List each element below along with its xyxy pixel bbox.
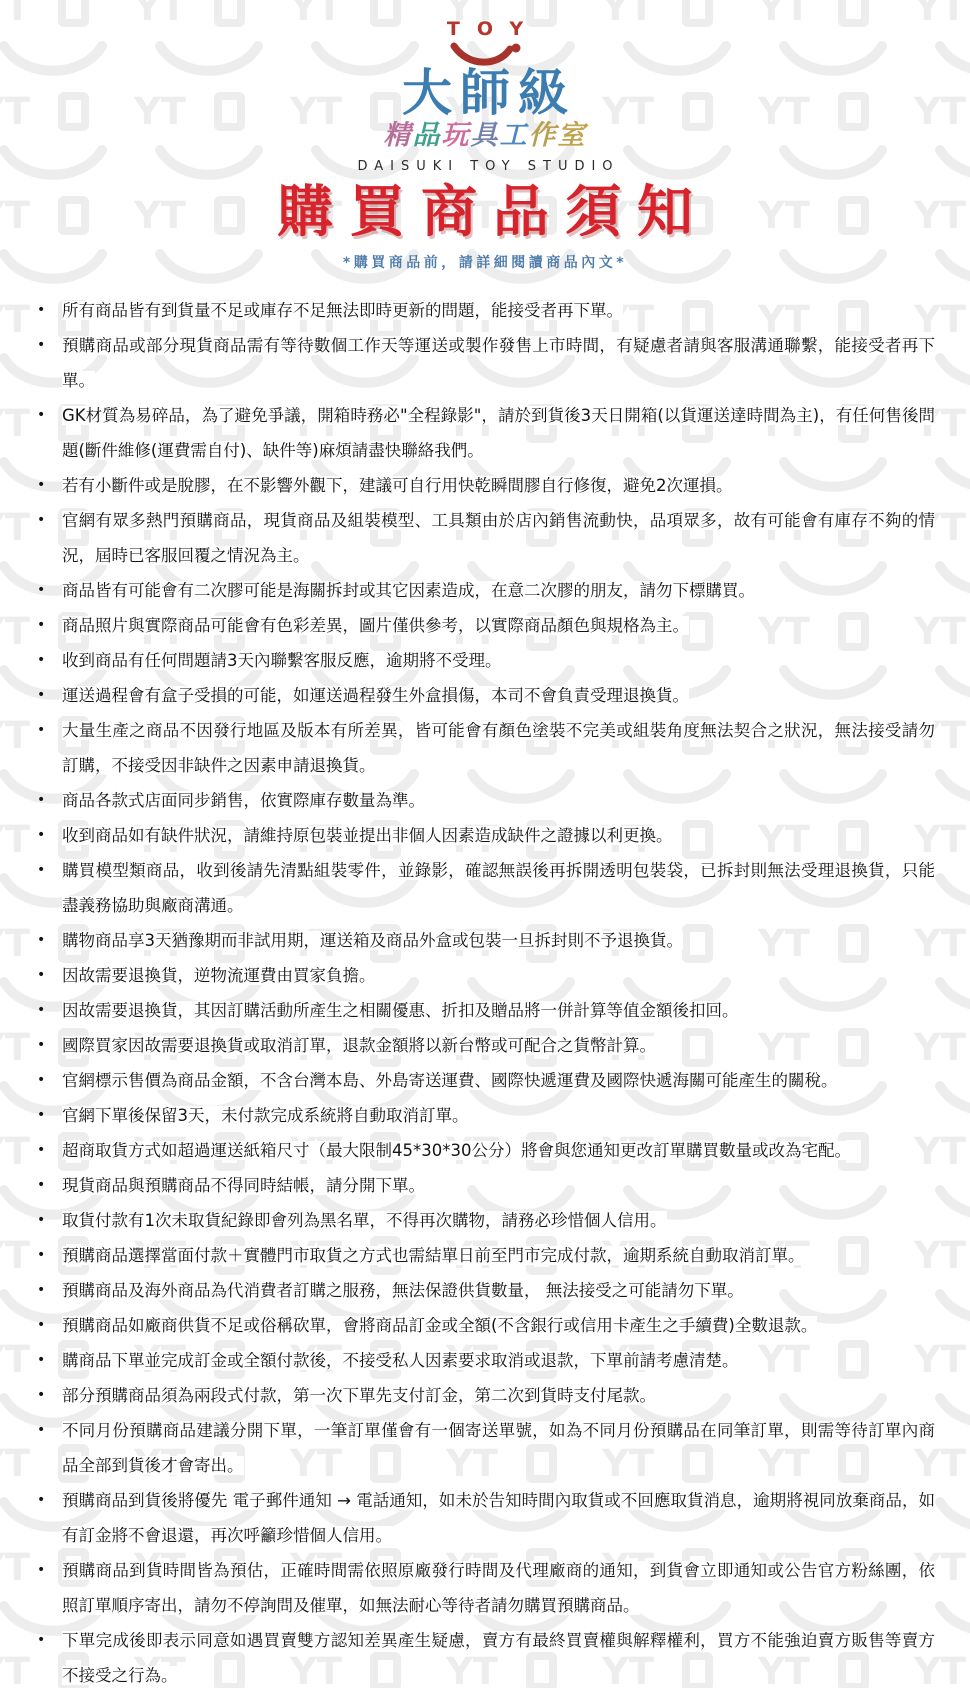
- notice-item: [33, 1028, 935, 1063]
- notice-item-text: 取貨付款有1次未取貨紀錄即會列為黑名單，不得再次購物，請務必珍惜個人信用。: [62, 1211, 667, 1230]
- bullet-dot-icon: •: [37, 652, 46, 668]
- notice-item-text: 超商取貨方式如超過運送紙箱尺寸（最大限制45*30*30公分）將會與您通知更改訂單購買數量或改為宅配。: [62, 1141, 851, 1160]
- bullet-dot-icon: •: [37, 1492, 46, 1508]
- notice-item-text: 現貨商品與預購商品不得同時結帳，請分開下單。: [62, 1176, 425, 1195]
- notice-item-text: 運送過程會有盒子受損的可能，如運送過程發生外盒損傷，本司不會負責受理退換貨。: [62, 686, 689, 705]
- notice-item-text: 所有商品皆有到貨量不足或庫存不足無法即時更新的問題，能接受者再下單。: [62, 301, 623, 320]
- brand-logo: [0, 0, 970, 174]
- notice-item-text: 因故需要退換貨，逆物流運費由買家負擔。: [62, 966, 376, 985]
- bullet-dot-icon: •: [37, 582, 46, 598]
- notice-item-text: 收到商品如有缺件狀況，請維持原包裝並提出非個人因素造成缺件之證據以利更換。: [62, 826, 673, 845]
- notice-item: [33, 853, 935, 923]
- notice-item-text: GK材質為易碎品，為了避免爭議，開箱時務必"全程錄影"，請於到貨後3天日開箱(以貨運送達時間為主)，有任何售後問題(斷件維修(運費需自付)、缺件等)麻煩請盡快聯絡我們。: [62, 406, 935, 460]
- notice-item: [33, 1273, 935, 1308]
- notice-item: [33, 398, 935, 468]
- notice-item-text: 商品各款式店面同步銷售，依實際庫存數量為準。: [62, 791, 425, 810]
- notice-item-text: 若有小斷件或是脫膠，在不影響外觀下，建議可自行用快乾瞬間膠自行修復，避免2次運損。: [62, 476, 733, 495]
- bullet-dot-icon: •: [37, 1387, 46, 1403]
- page-title: 購買商品須知: [277, 180, 709, 245]
- bullet-dot-icon: •: [37, 302, 46, 318]
- notice-item: [33, 678, 935, 713]
- bullet-dot-icon: •: [37, 1352, 46, 1368]
- notice-item: [33, 783, 935, 818]
- notice-item: [33, 1238, 935, 1273]
- studio-char: 精: [383, 120, 413, 151]
- bullet-dot-icon: •: [37, 1002, 46, 1018]
- notice-item: [33, 1308, 935, 1343]
- notice-item: [33, 1378, 935, 1413]
- notice-item: [33, 1098, 935, 1133]
- notice-item: [33, 468, 935, 503]
- bullet-dot-icon: •: [37, 722, 46, 738]
- notice-list: [33, 293, 935, 1693]
- notice-item: [33, 958, 935, 993]
- page-subtitle: *購買商品前，請詳細閱讀商品內文*: [342, 255, 628, 271]
- notice-item: [33, 1133, 935, 1168]
- notice-item: [33, 923, 935, 958]
- bullet-dot-icon: •: [37, 1562, 46, 1578]
- notice-item-text: 大量生產之商品不因發行地區及版本有所差異，皆可能會有顏色塗裝不完美或組裝角度無法契合之狀況，無法接受請勿訂購，不接受因非缺件之因素申請退換貨。: [62, 721, 935, 775]
- notice-item-text: 預購商品及海外商品為代消費者訂購之服務，無法保證供貨數量， 無法接受之可能請勿下單。: [62, 1281, 744, 1300]
- bullet-dot-icon: •: [37, 1282, 46, 1298]
- notice-item-text: 預購商品到貨時間皆為預估，正確時間需依照原廠發行時間及代理廠商的通知，到貨會立即通知或公告官方粉絲團，依照訂單順序寄出，請勿不停詢問及催單，如無法耐心等待者請勿購買預購商品。: [62, 1561, 935, 1615]
- notice-item-text: 購商品下單並完成訂金或全額付款後，不接受私人因素要求取消或退款，下單前請考慮清楚。: [62, 1351, 739, 1370]
- notice-item-text: 購物商品享3天猶豫期而非試用期，運送箱及商品外盒或包裝一旦拆封則不予退換貨。: [62, 931, 683, 950]
- notice-item-text: 預購商品選擇當面付款＋實體門市取貨之方式也需結單日前至門市完成付款，逾期系統自動取消訂單。: [62, 1246, 805, 1265]
- notice-item: [33, 1203, 935, 1238]
- notice-item: [33, 713, 935, 783]
- notice-item-text: 官網有眾多熱門預購商品，現貨商品及組裝模型、工具類由於店內銷售流動快，品項眾多，故有可能會有庫存不夠的情況，屆時已客服回覆之情況為主。: [62, 511, 935, 565]
- bullet-dot-icon: •: [37, 1177, 46, 1193]
- bullet-dot-icon: •: [37, 1107, 46, 1123]
- notice-item: [33, 328, 935, 398]
- bullet-dot-icon: •: [37, 1422, 46, 1438]
- bullet-dot-icon: •: [37, 1142, 46, 1158]
- notice-item-text: 購買模型類商品，收到後請先清點組裝零件，並錄影，確認無誤後再拆開透明包裝袋，已拆封則無法受理退換貨，只能盡義務協助與廠商溝通。: [62, 861, 935, 915]
- studio-char: 具: [470, 120, 500, 151]
- bullet-dot-icon: •: [37, 512, 46, 528]
- bullet-dot-icon: •: [37, 827, 46, 843]
- notice-item: [33, 1553, 935, 1623]
- studio-char: 品: [412, 120, 442, 151]
- studio-char: 作: [528, 120, 558, 151]
- bullet-dot-icon: •: [37, 617, 46, 633]
- bullet-dot-icon: •: [37, 967, 46, 983]
- brand-name-zh: 大師級: [402, 64, 576, 122]
- bullet-dot-icon: •: [37, 337, 46, 353]
- notice-item: [33, 1343, 935, 1378]
- bullet-dot-icon: •: [37, 1632, 46, 1648]
- bullet-dot-icon: •: [37, 792, 46, 808]
- bullet-dot-icon: •: [37, 932, 46, 948]
- notice-item-text: 收到商品有任何問題請3天內聯繫客服反應，逾期將不受理。: [62, 651, 502, 670]
- notice-item-text: 官網標示售價為商品金額，不含台灣本島、外島寄送運費、國際快遞運費及國際快遞海關可能產生的關稅。: [62, 1071, 838, 1090]
- notice-item-text: 預購商品如廠商供貨不足或俗稱砍單，會將商品訂金或全額(不含銀行或信用卡產生之手續費)全數退款。: [62, 1316, 818, 1335]
- notice-item: [33, 1483, 935, 1553]
- brand-studio-en: DAISUKI TOY STUDIO: [357, 159, 620, 174]
- notice-item-text: 預購商品或部分現貨商品需有等待數個工作天等運送或製作發售上市時間，有疑慮者請與客服溝通聯繫，能接受者再下單。: [62, 336, 935, 390]
- bullet-dot-icon: •: [37, 1247, 46, 1263]
- notice-item-text: 預購商品到貨後將優先 電子郵件通知 → 電話通知，如未於告知時間內取貨或不回應取貨消息，逾期將視同放棄商品，如有訂金將不會退還，再次呼籲珍惜個人信用。: [62, 1491, 935, 1545]
- studio-char: 室: [557, 120, 587, 151]
- notice-item: [33, 1168, 935, 1203]
- notice-item: [33, 1413, 935, 1483]
- bullet-dot-icon: •: [37, 477, 46, 493]
- studio-char: 工: [499, 120, 529, 151]
- notice-item: [33, 503, 935, 573]
- bullet-dot-icon: •: [37, 1037, 46, 1053]
- notice-item: [33, 643, 935, 678]
- toy-wordmark: TOY: [446, 18, 541, 40]
- brand-studio-zh: [0, 121, 970, 151]
- bullet-dot-icon: •: [37, 407, 46, 423]
- notice-item: [33, 1063, 935, 1098]
- bullet-dot-icon: •: [37, 862, 46, 878]
- notice-item-text: 部分預購商品須為兩段式付款，第一次下單先支付訂金，第二次到貨時支付尾款。: [62, 1386, 656, 1405]
- notice-item-text: 國際買家因故需要退換貨或取消訂單，退款金額將以新台幣或可配合之貨幣計算。: [62, 1036, 656, 1055]
- bullet-dot-icon: •: [37, 1212, 46, 1228]
- notice-item: [33, 608, 935, 643]
- notice-item: [33, 818, 935, 853]
- notice-item-text: 下單完成後即表示同意如遇買賣雙方認知差異產生疑慮，賣方有最終買賣權與解釋權利，買方不能強迫賣方販售等賣方不接受之行為。: [62, 1631, 935, 1685]
- bullet-dot-icon: •: [37, 1317, 46, 1333]
- notice-item: [33, 293, 935, 328]
- notice-item-text: 官網下單後保留3天，未付款完成系統將自動取消訂單。: [62, 1106, 469, 1125]
- notice-item-text: 商品皆有可能會有二次膠可能是海關拆封或其它因素造成，在意二次膠的朋友，請勿下標購買。: [62, 581, 755, 600]
- notice-item-text: 不同月份預購商品建議分開下單，一筆訂單僅會有一個寄送單號，如為不同月份預購品在同筆訂單，則需等待訂單內商品全部到貨後才會寄出。: [62, 1421, 935, 1475]
- bullet-dot-icon: •: [37, 1072, 46, 1088]
- notice-item: [33, 993, 935, 1028]
- notice-item-text: 因故需要退換貨，其因訂購活動所產生之相關優惠、折扣及贈品將一併計算等值金額後扣回。: [62, 1001, 739, 1020]
- bullet-dot-icon: •: [37, 687, 46, 703]
- notice-item: [33, 573, 935, 608]
- studio-char: 玩: [441, 120, 471, 151]
- notice-item: [33, 1623, 935, 1693]
- notice-item-text: 商品照片與實際商品可能會有色彩差異，圖片僅供參考，以實際商品顏色與規格為主。: [62, 616, 689, 635]
